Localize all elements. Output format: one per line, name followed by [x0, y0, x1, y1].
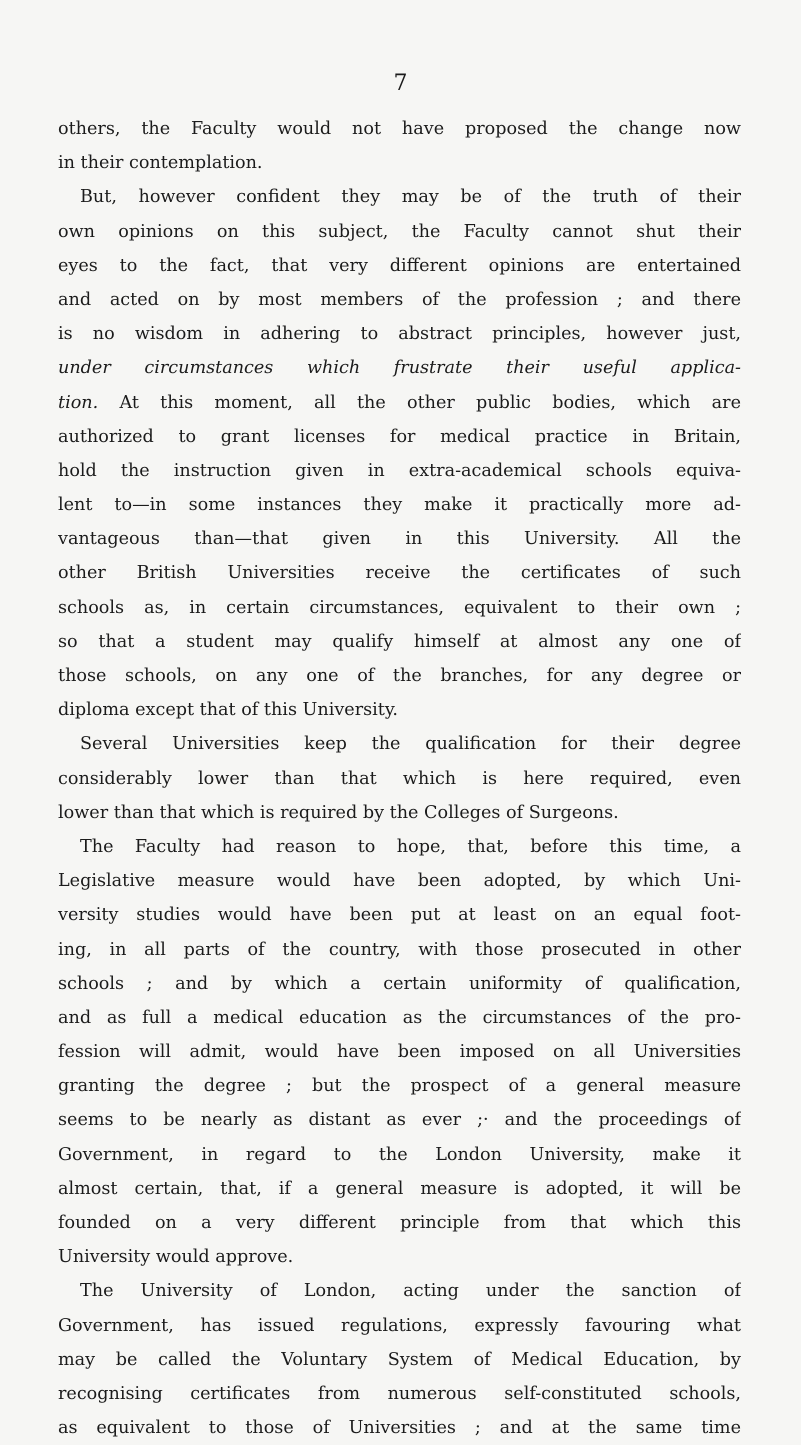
italic-phrase: under circumstances which frustrate their useful applica- — [58, 358, 741, 379]
text-line: schools as, in certain circumstances, equivalent to their own ; — [58, 597, 741, 618]
text-line: schools ; and by which a certain uniformity of qualification, — [58, 973, 741, 994]
paragraph-start-line: The Faculty had reason to hope, that, before this time, a — [80, 836, 741, 857]
text-line: vantageous than—that given in this University. All the — [58, 529, 741, 550]
text-line: founded on a very different principle from that which this — [58, 1213, 741, 1233]
text-line: own opinions on this subject, the Faculty cannot shut their — [58, 221, 741, 242]
text-line: Government, in regard to the London University, make it — [58, 1144, 741, 1165]
text-line: Government, has issued regulations, expressly favouring what — [58, 1315, 741, 1336]
text-line: lent to—in some instances they make it practically more ad- — [58, 495, 741, 516]
text-line: almost certain, that, if a general measure is adopted, it will be — [58, 1178, 741, 1199]
text-line — [58, 351, 741, 385]
paragraph-start-line: But, however confident they may be of the truth of their — [80, 187, 741, 208]
text-line: recognising certificates from numerous self-constituted schools, — [58, 1383, 741, 1404]
text-line: University would approve. — [58, 1247, 294, 1268]
text-line: granting the degree ; but the prospect of a general measure — [58, 1076, 741, 1097]
text-line: may be called the Voluntary System of Medical Education, by — [58, 1349, 741, 1370]
page-number: 7 — [393, 71, 408, 96]
text-line: in their contemplation. — [58, 153, 263, 174]
text-line: other British Universities receive the certificates of such — [58, 563, 741, 584]
text-line: lower than that which is required by the Colleges of Surgeons. — [58, 802, 619, 823]
text-line: eyes to the fact, that very different opinions are entertained — [58, 255, 741, 276]
text-line: fession will admit, would have been imposed on all Universities — [58, 1042, 741, 1063]
text-line: considerably lower than that which is here required, even — [58, 768, 741, 789]
text-line: Legislative measure would have been adopted, by which Uni- — [58, 871, 741, 892]
paragraph-start-line: The University of London, acting under the sanction of — [80, 1281, 741, 1302]
text-line: and as full a medical education as the circumstances of the pro- — [58, 1007, 741, 1028]
text-line: those schools, on any one of the branches, for any degree or — [58, 666, 741, 686]
text-line: so that a student may qualify himself at almost any one of — [58, 631, 741, 652]
text-line: as equivalent to those of Universities ; and at the same time — [58, 1418, 741, 1439]
text-line: seems to be nearly as distant as ever ;· and the proceedings of — [58, 1110, 741, 1131]
text-line: hold the instruction given in extra-academical schools equiva- — [58, 460, 741, 481]
text-line: and acted on by most members of the profession ; and there — [58, 289, 741, 310]
body-text — [58, 112, 741, 1445]
text-line: tion. At this moment, all the other public bodies, which are — [58, 392, 741, 413]
italic-phrase: tion. — [58, 392, 99, 413]
text-line: ing, in all parts of the country, with those prosecuted in other — [58, 939, 741, 960]
text-line: versity studies would have been put at least on an equal foot- — [58, 905, 741, 926]
text-line: is no wisdom in adhering to abstract principles, however just, — [58, 324, 741, 345]
text-line: others, the Faculty would not have proposed the change now — [58, 119, 741, 139]
paragraph-start-line: Several Universities keep the qualification for their degree — [80, 734, 741, 755]
text-line: authorized to grant licenses for medical practice in Britain, — [58, 426, 741, 447]
text-line: diploma except that of this University. — [58, 700, 399, 721]
